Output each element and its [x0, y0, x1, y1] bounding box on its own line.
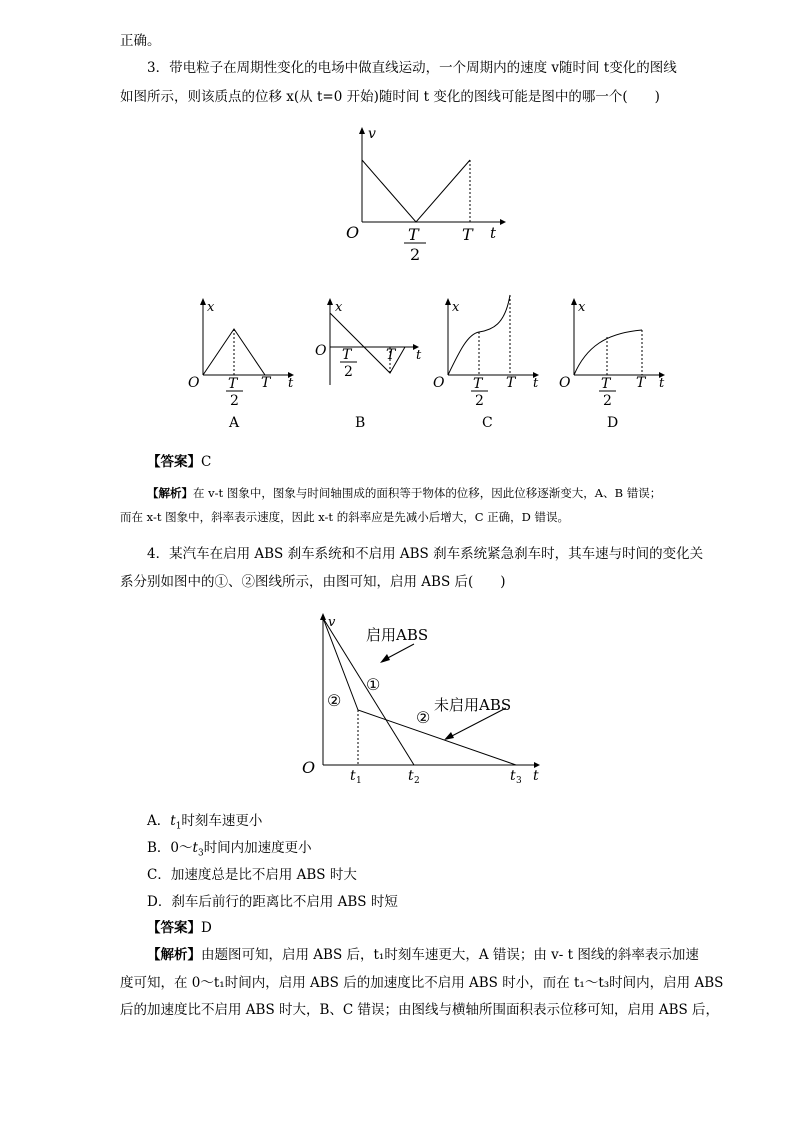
svg-text:3: 3 — [516, 776, 522, 786]
half-period-den: 2 — [410, 245, 421, 264]
q4-analysis-line3: 后的加速度比不启用 ABS 时大，B、C 错误；由图线与横轴所围面积表示位移可知，启用 ABS 后， — [120, 1002, 720, 1018]
svg-text:O: O — [559, 375, 571, 391]
q3-stem-line1: 3．带电粒子在周期性变化的电场中做直线运动，一个周期内的速度 v随时间 t变化的图线 — [147, 60, 677, 76]
svg-text:O: O — [315, 343, 327, 359]
option-a-graph — [185, 295, 300, 435]
svg-text:v: v — [328, 615, 336, 630]
svg-text:T: T — [261, 375, 271, 391]
q4-option-d[interactable]: D．刹车后前行的距离比不启用 ABS 时短 — [147, 894, 398, 910]
svg-text:t: t — [416, 348, 422, 363]
v-label: v — [368, 126, 376, 142]
option-d-letter: D — [607, 415, 619, 431]
option-a-letter: A — [229, 415, 240, 431]
option-a-curve — [203, 329, 265, 375]
x-axis-arrow — [500, 219, 506, 225]
mark-1: ① — [366, 675, 381, 694]
option-c-letter: C — [482, 415, 493, 431]
q4-answer: 【答案】D — [147, 920, 212, 936]
svg-text:x: x — [452, 300, 460, 315]
label-abs-on: 启用ABS — [366, 626, 429, 644]
q4-analysis-line2: 度可知，在 0～t₁时间内，启用 ABS 后的加速度比不启用 ABS 时小，而在 t₁～t₃时间内，启用 ABS — [120, 975, 724, 991]
q4-abs-graph — [296, 608, 556, 788]
y-axis-arrow — [359, 127, 365, 134]
option-c-graph — [430, 290, 550, 435]
svg-text:t: t — [510, 768, 516, 784]
svg-text:T: T — [342, 347, 352, 363]
svg-text:2: 2 — [414, 776, 420, 786]
label-abs-off: 未启用ABS — [434, 696, 512, 714]
svg-text:t: t — [408, 768, 414, 784]
q4-analysis-line1: 【解析】由题图可知，启用 ABS 后，t₁时刻车速更大，A 错误；由 v- t 图线的斜率表示加速 — [147, 947, 699, 963]
q3-stem-line2: 如图所示，则该质点的位移 x(从 t=0 开始)随时间 t 变化的图线可能是图中的哪一个( ) — [120, 89, 660, 105]
svg-text:T: T — [506, 375, 516, 391]
svg-text:T: T — [601, 376, 611, 392]
svg-text:x: x — [207, 300, 215, 315]
q4-stem-line1: 4．某汽车在启用 ABS 刹车系统和不启用 ABS 刹车系统紧急刹车时，其车速与时间的变化关 — [147, 546, 704, 562]
svg-text:T: T — [473, 376, 483, 392]
svg-text:O: O — [302, 758, 316, 777]
option-d-curve — [574, 330, 642, 375]
q4-option-a[interactable]: A．$t_1$时刻车速更小 — [147, 813, 263, 832]
mark-2b: ② — [416, 708, 431, 727]
mark-2a: ② — [327, 691, 342, 710]
continued-text: 正确。 — [120, 33, 161, 49]
option-b-curve — [330, 313, 405, 373]
q4-stem-line2: 系分别如图中的①、②图线所示，由图可知，启用 ABS 后( ) — [120, 574, 506, 590]
q3-main-graph — [340, 120, 510, 265]
option-d-graph — [556, 295, 676, 435]
svg-text:T: T — [228, 376, 238, 392]
option-b-letter: B — [355, 415, 366, 431]
q3-analysis-line1: 【解析】在 v-t 图象中，图象与时间轴围成的面积等于物体的位移，因此位移逐渐变大，A、B 错误； — [147, 486, 662, 500]
svg-text:2: 2 — [344, 364, 353, 380]
svg-text:x: x — [578, 300, 586, 315]
svg-text:O: O — [433, 375, 445, 391]
svg-text:T: T — [636, 375, 646, 391]
svg-text:2: 2 — [603, 393, 612, 409]
q4-option-c[interactable]: C．加速度总是比不启用 ABS 时大 — [147, 867, 357, 883]
svg-text:t: t — [659, 376, 665, 391]
velocity-line — [362, 160, 470, 222]
svg-text:t: t — [533, 768, 539, 784]
svg-text:T: T — [386, 347, 396, 363]
svg-text:2: 2 — [475, 393, 484, 409]
period-label: T — [462, 225, 473, 244]
q3-analysis-line2: 而在 x-t 图象中，斜率表示速度，因此 x-t 的斜率应是先减小后增大，C 正确，D 错误。 — [120, 510, 570, 524]
svg-text:1: 1 — [356, 776, 362, 786]
half-period-num: T — [408, 225, 419, 244]
option-b-graph — [310, 295, 430, 435]
svg-text:t: t — [533, 376, 539, 391]
q3-answer: 【答案】C — [147, 454, 212, 470]
svg-text:x: x — [335, 300, 343, 315]
t-label: t — [490, 224, 497, 242]
q4-option-b[interactable]: B．$0\sim t_3$时间内加速度更小 — [147, 840, 312, 859]
svg-text:2: 2 — [230, 393, 239, 409]
svg-text:t: t — [350, 768, 356, 784]
origin-label: O — [346, 223, 360, 242]
svg-text:O: O — [188, 375, 200, 391]
svg-text:t: t — [288, 376, 294, 391]
